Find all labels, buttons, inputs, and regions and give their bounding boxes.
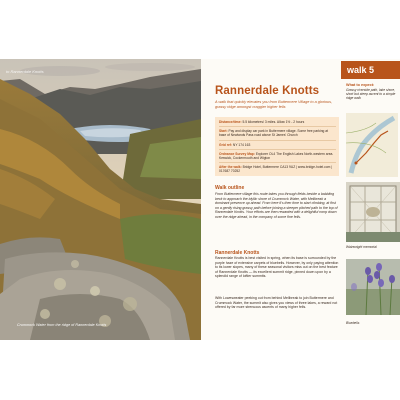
section-text-2: With Lowesweater peeking out from behind Mellbreak to join Buttermere and Crummock Water, the summit also gives you views of three lakes, a reward not offered by far more strenuous ascents of many higher fells.	[215, 296, 338, 310]
route-map-thumbnail	[346, 113, 398, 177]
info-value: Pay and display car park in Buttermere village. Some free parking at base of Newlands Pass road above St James' Church	[219, 129, 329, 138]
info-label: Ordnance Survey Map:	[219, 151, 255, 156]
info-distance	[219, 120, 336, 127]
walk-outline-text: From Buttermere village this route takes you through fields beside a babbling beck to approach the idyllic shore of Crummock Water, with Mellbreak a dominant presence up ahead. From here it's then time to start climbing, at first on a gently rising grassy path before joining a steeper pitched path to the top of Rannerdale Knotts. Your efforts are then rewarded with a delightful romp down over the ridge ahead, in the company of some fine fells.	[215, 192, 338, 219]
what-to-expect-heading: What to expect:	[346, 83, 375, 87]
memorial-window-photo	[346, 182, 400, 242]
info-value: NY 174 163	[232, 142, 251, 147]
walk-info-box	[215, 117, 339, 176]
mountain-landscape-image	[0, 59, 201, 340]
photo-caption: Crummock Water from the ridge of Rannerdale Knotts	[17, 323, 107, 327]
info-after-walk	[219, 165, 336, 175]
info-label: After the walk:	[219, 165, 242, 170]
info-value: Explorer OL4 The English Lakes North-western area. Keswick, Cockermouth and Wigton	[219, 151, 334, 161]
window-caption: Wainwright memorial	[346, 245, 377, 249]
info-value: Bridge Hotel, Buttermere CA13 9UZ | www.bridge-hotel.com | 017687 70252	[219, 165, 333, 174]
walk-intro: A walk that quickly elevates you from Buttermere Village to a glorious, grassy ridge amongst craggier higher fells	[215, 100, 333, 109]
walk-number-tab: walk 5	[341, 61, 400, 79]
info-label: Distance/time:	[219, 120, 242, 124]
walk-outline-heading: Walk outline	[215, 185, 245, 191]
book-spread	[0, 59, 400, 340]
walk-page	[201, 59, 400, 340]
info-value: 5.5 kilometres/ 3 miles. Allow 1½ - 2 hours	[241, 120, 305, 124]
info-map	[219, 152, 336, 163]
info-label: Grid ref:	[219, 142, 233, 147]
info-start	[219, 129, 336, 140]
landscape-photo	[0, 59, 201, 340]
bluebells-caption: Bluebells	[346, 321, 360, 325]
section-heading: Rannerdale Knotts	[215, 250, 260, 256]
photo-top-caption: to Rannerdale Knotts	[6, 69, 44, 74]
section-text-1: Rannerdale Knotts is best visited in spring, when its base is surrounded by the purple haze of extensive carpets of bluebells. However, by only paying attention to its lower slopes, many of these seasonal visitors miss out on the best feature of Rannerdale Knotts — its excellent summit ridge, pinned down upon by a splendid range of loftier summits.	[215, 256, 339, 279]
what-to-expect-text: Grassy riverside path, lake shore, short but steep ascent to a simple ridge walk	[346, 88, 396, 101]
info-label: Start:	[219, 129, 228, 134]
info-grid-ref	[219, 143, 336, 150]
bluebells-photo	[346, 259, 400, 315]
walk-title: Rannerdale Knotts	[215, 85, 320, 97]
